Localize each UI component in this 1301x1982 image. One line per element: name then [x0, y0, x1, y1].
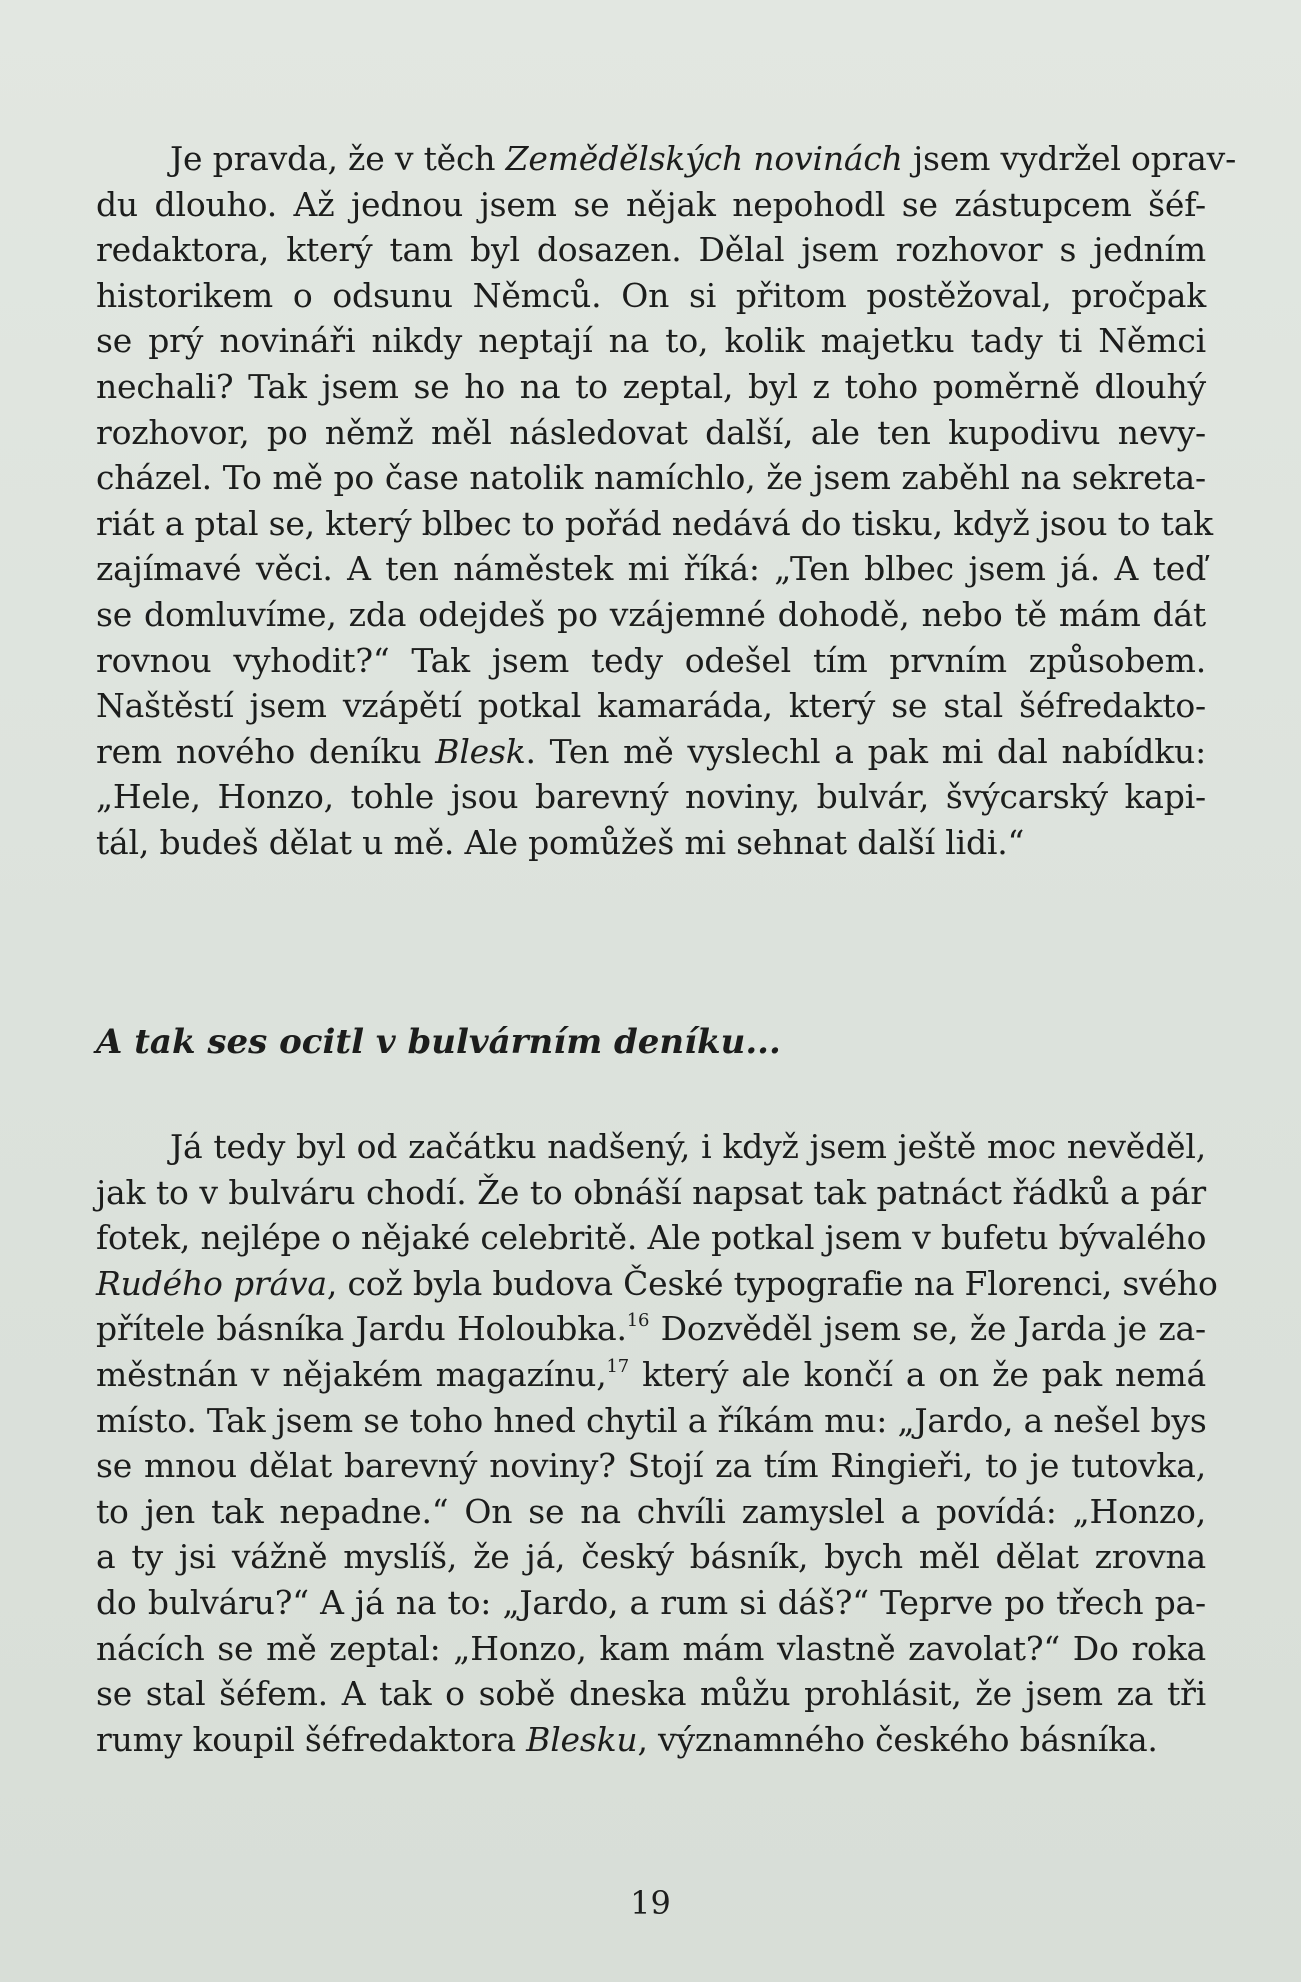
text-line — [96, 182, 1206, 228]
line-text: jak to v bulváru chodí. Že to obnáší napsat tak patnáct řádků a pár — [96, 1172, 1206, 1212]
line-text: a ty jsi vážně myslíš, že já, český básník, bych měl dělat zrovna — [96, 1537, 1206, 1577]
text-line — [96, 136, 1237, 182]
text-line — [96, 729, 1206, 775]
line-text: Naštěstí jsem vzápětí potkal kamaráda, který se stal šéfredakto- — [96, 686, 1206, 726]
italic-title: Zemědělských novinách — [505, 139, 903, 178]
line-text: se prý novináři nikdy neptají na to, kolik majetku tady ti Němci — [96, 321, 1206, 361]
line-text: Já tedy byl od začátku nadšený, i když jsem ještě moc nevěděl, — [170, 1127, 1206, 1166]
line-text: „Hele, Honzo, tohle jsou barevný noviny, bulvár, švýcarský kapi- — [96, 777, 1206, 817]
line-text: zajímavé věci. A ten náměstek mi říká: „Ten blbec jsem já. A teď — [96, 549, 1206, 589]
line-text: do bulváru?“ A já na to: „Jardo, a rum si dáš?“ Teprve po třech pa- — [96, 1582, 1206, 1622]
text-line — [96, 1717, 1206, 1763]
footnote-ref: 16 — [626, 1310, 650, 1332]
text-line — [96, 638, 1206, 684]
line-text: jsem vydržel oprav- — [902, 139, 1237, 178]
page-number: 19 — [630, 1884, 671, 1922]
text-line — [96, 820, 1206, 866]
text-line — [96, 1671, 1206, 1717]
line-text: historikem o odsunu Němců. On si přitom postěžoval, pročpak — [96, 275, 1206, 315]
line-text: riát a ptal se, který blbec to pořád nedává do tisku, když jsou to tak — [96, 503, 1213, 543]
line-text: cházel. To mě po čase natolik namíchlo, že jsem zaběhl na sekreta- — [96, 458, 1206, 498]
line-text: redaktora, který tam byl dosazen. Dělal jsem rozhovor s jedním — [96, 230, 1206, 270]
line-text: se domluvíme, zda odejdeš po vzájemné dohodě, nebo tě mám dát — [96, 594, 1206, 634]
text-line — [96, 683, 1206, 729]
line-text: tál, budeš dělat u mě. Ale pomůžeš mi sehnat další lidi.“ — [96, 822, 1025, 862]
line-text: fotek, nejlépe o nějaké celebritě. Ale potkal jsem v bufetu bývalého — [96, 1218, 1207, 1258]
section-heading: A tak ses ocitl v bulvárním deníku... — [96, 1022, 781, 1062]
line-text: to jen tak nepadne.“ On se na chvíli zamyslel a povídá: „Honzo, — [96, 1491, 1206, 1531]
line-text: městnán v nějakém magazínu, — [96, 1354, 607, 1394]
text-line — [96, 455, 1206, 501]
text-line — [96, 410, 1206, 456]
text-line — [96, 364, 1206, 410]
text-line — [96, 1306, 1206, 1352]
text-line — [96, 1170, 1206, 1216]
line-text: se stal šéfem. A tak o sobě dneska můžu prohlásit, že jsem za tři — [96, 1674, 1206, 1714]
line-text: Je pravda, že v těch — [170, 139, 506, 178]
text-line — [96, 1489, 1206, 1535]
line-text: rem nového deníku — [96, 731, 436, 771]
line-text: . Ten mě vyslechl a pak mi dal nabídku: — [525, 731, 1207, 771]
text-line — [96, 1626, 1206, 1672]
text-line — [96, 1352, 1206, 1398]
text-line — [96, 318, 1206, 364]
line-text: , což byla budova České typografie na Florenci, svého — [326, 1263, 1218, 1303]
footnote-ref: 17 — [606, 1355, 629, 1377]
line-text: nácích se mě zeptal: „Honzo, kam mám vlastně zavolat?“ Do roka — [96, 1628, 1206, 1668]
text-line — [96, 1580, 1206, 1626]
line-text: rovnou vyhodit?“ Tak jsem tedy odešel tím prvním způsobem. — [96, 640, 1206, 680]
line-text: du dlouho. Až jednou jsem se nějak nepohodl se zástupcem šéf- — [96, 184, 1206, 224]
text-line — [96, 227, 1206, 273]
line-text: rumy koupil šéfredaktora — [96, 1719, 527, 1759]
italic-title: Blesk — [435, 731, 526, 771]
line-text: nechali? Tak jsem se ho na to zeptal, byl z toho poměrně dlouhý — [96, 366, 1206, 406]
italic-title: Blesku — [526, 1719, 638, 1759]
text-line — [96, 1215, 1206, 1261]
line-text: Dozvěděl jsem se, že Jarda je za- — [649, 1309, 1206, 1349]
text-line — [96, 774, 1206, 820]
text-line — [96, 546, 1206, 592]
text-line — [96, 1261, 1218, 1307]
italic-title: Rudého práva — [96, 1263, 327, 1303]
line-text: , významného českého básníka. — [637, 1719, 1158, 1759]
text-line — [96, 501, 1213, 547]
line-text: místo. Tak jsem se toho hned chytil a říkám mu: „Jardo, a nešel bys — [96, 1400, 1207, 1440]
text-line — [96, 592, 1206, 638]
text-line — [96, 1443, 1206, 1489]
paragraph-1 — [96, 136, 1237, 866]
line-text: který ale končí a on že pak nemá — [629, 1354, 1206, 1394]
line-text: se mnou dělat barevný noviny? Stojí za tím Ringieři, to je tutovka, — [96, 1446, 1206, 1486]
line-text: rozhovor, po němž měl následovat další, ale ten kupodivu nevy- — [96, 412, 1206, 452]
paragraph-2 — [96, 1124, 1218, 1762]
text-line — [96, 273, 1206, 319]
text-line — [96, 1124, 1206, 1170]
text-line — [96, 1398, 1206, 1444]
line-text: přítele básníka Jardu Holoubka. — [96, 1309, 627, 1349]
text-line — [96, 1534, 1206, 1580]
